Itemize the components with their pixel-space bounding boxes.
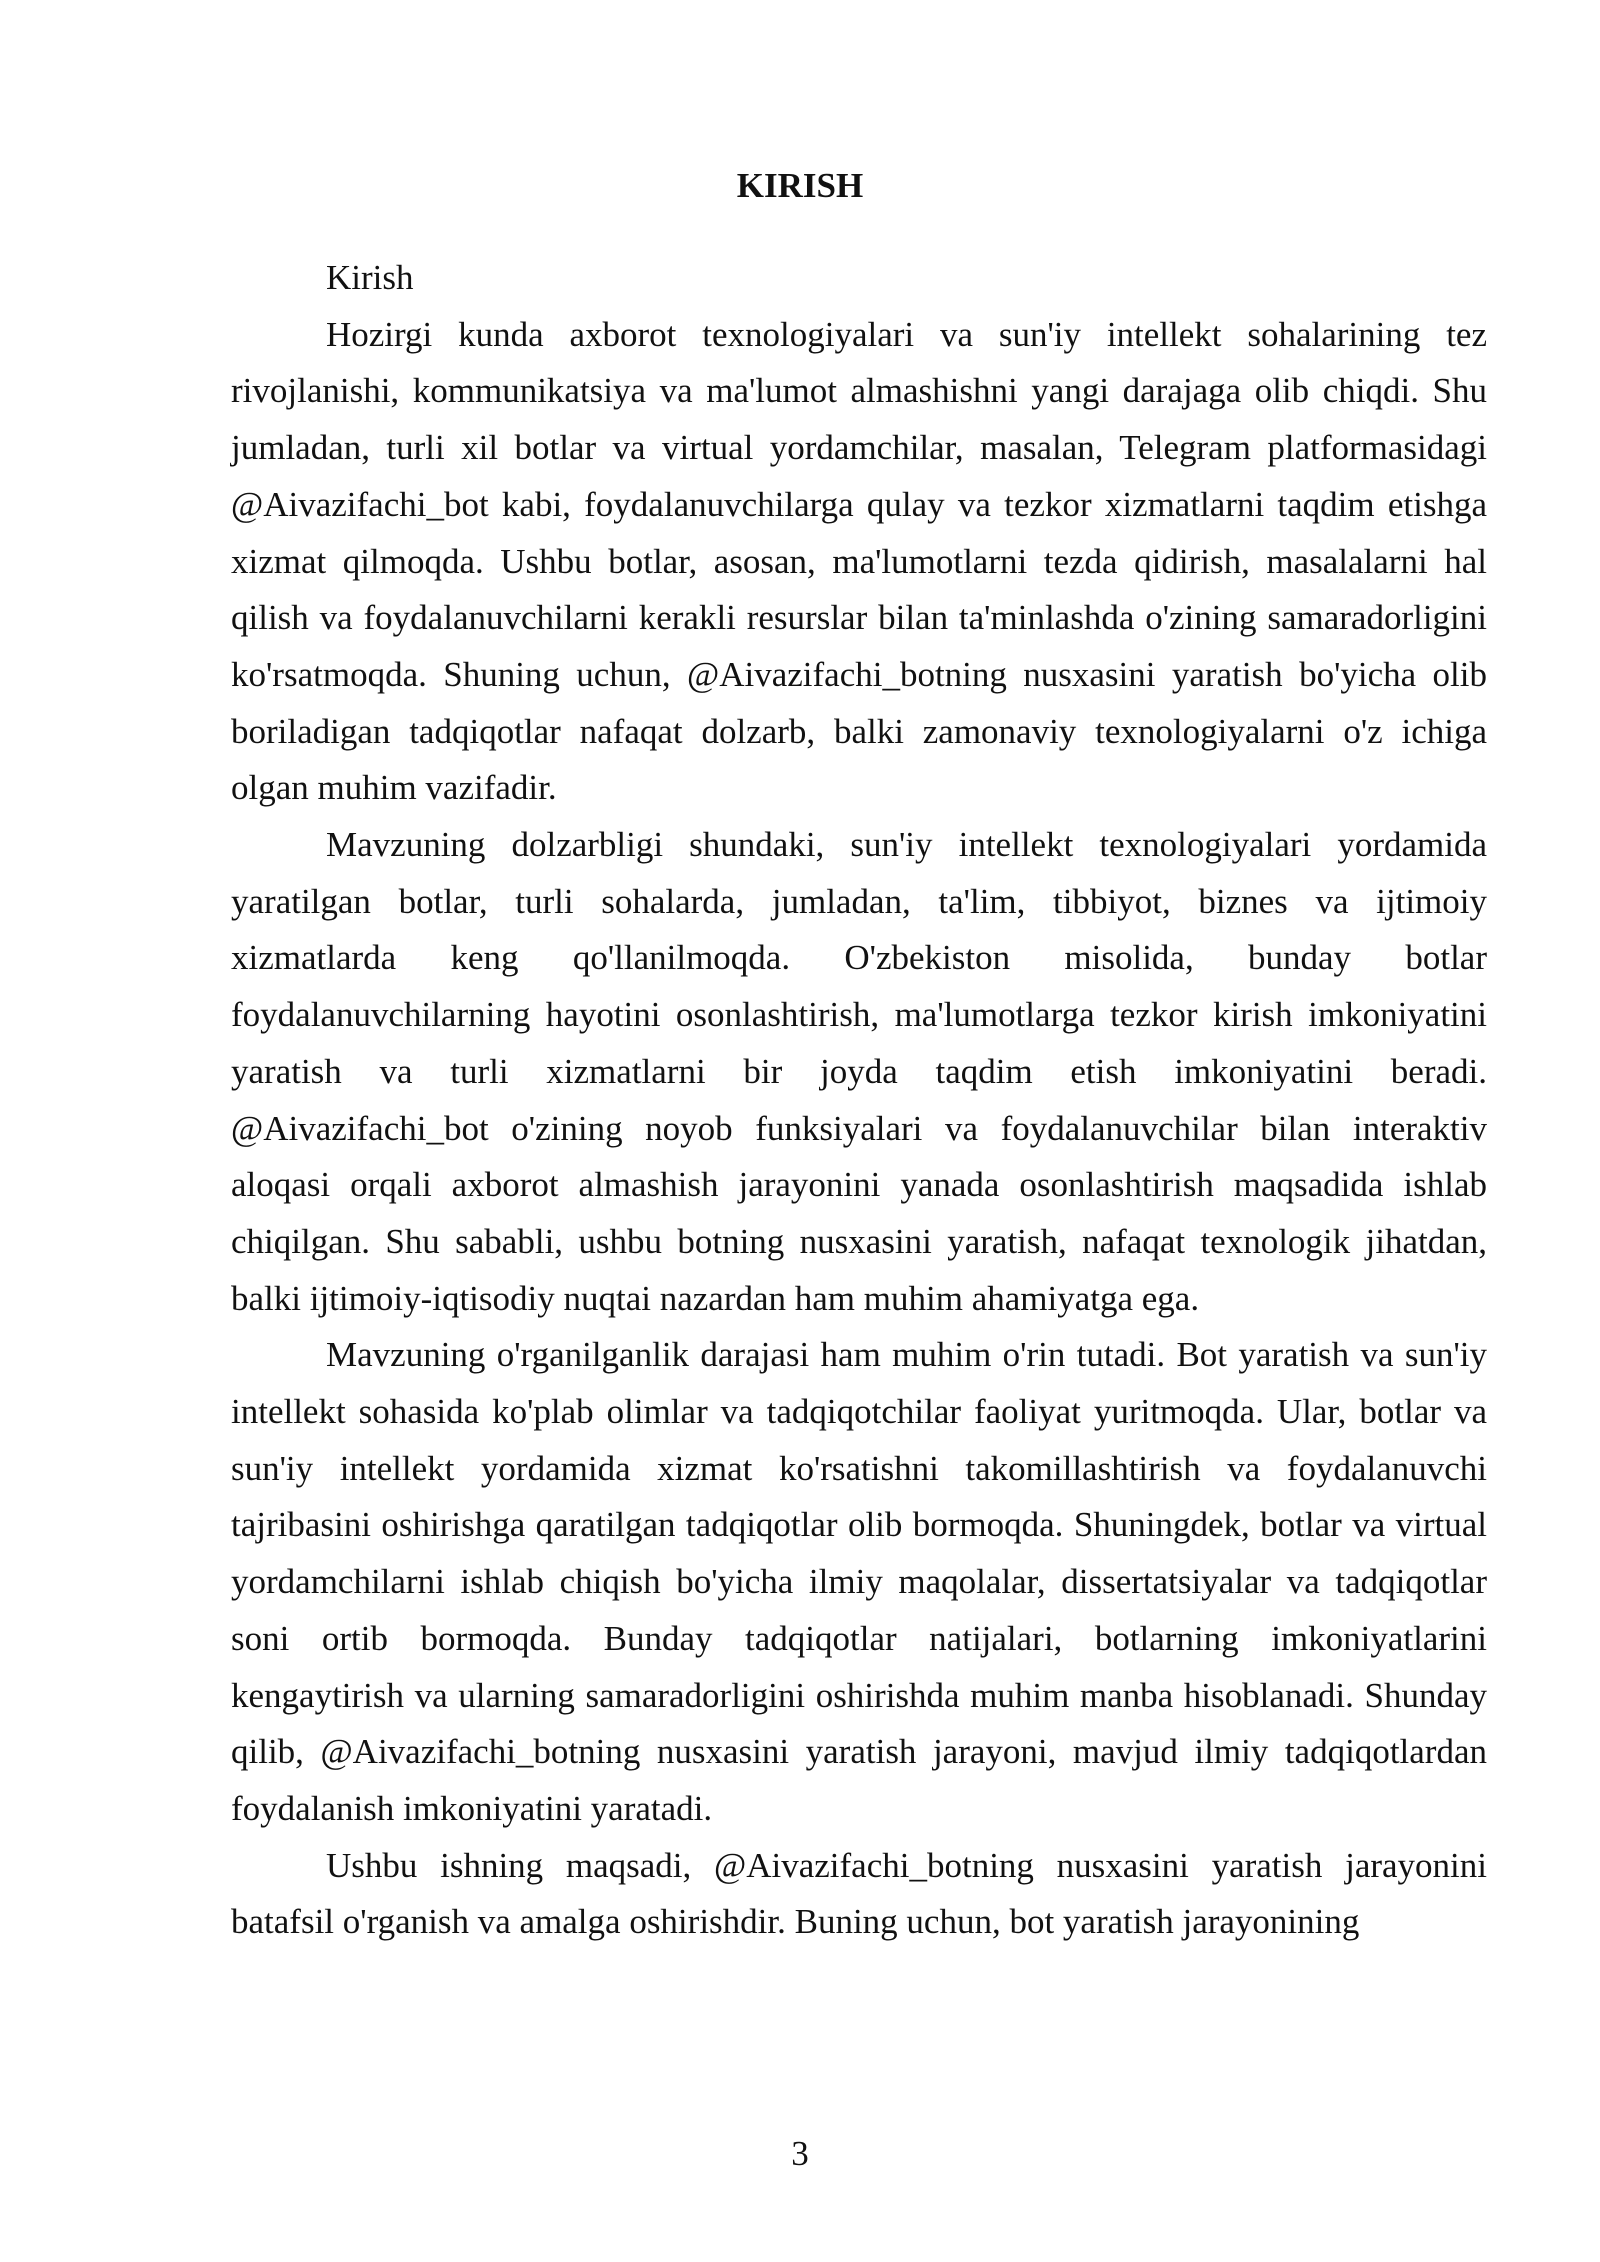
paragraph-research-level: Mavzuning o'rganilganlik darajasi ham muhim o'rin tutadi. Bot yaratish va sun'iy intellekt sohasida ko'plab olimlar va tadqiqotchilar faoliyat yuritmoqda. Ular, botlar va sun'iy intellekt yordamida xizmat ko'rsatishni takomillashtirish va foydalanuvchi tajribasini oshirishga qaratilgan tadqiqotlar olib bormoqda. Shuningdek, botlar va virtual yordamchilarni ishlab chiqish bo'yicha ilmiy maqolalar, dissertatsiyalar va tadqiqotlar soni ortib bormoqda. Bunday tadqiqotlar natijalari, botlarning imkoniyatlarini kengaytirish va ularning samaradorligini oshirishda muhim manba hisoblanadi. Shunday qilib, @Aivazifachi_botning nusxasini yaratish jarayoni, mavjud ilmiy tadqiqotlardan foydalanish imkoniyatini yaratadi. [231,1335,1487,1828]
paragraph-intro: Hozirgi kunda axborot texnologiyalari va sun'iy intellekt sohalarining tez rivojlanishi, kommunikatsiya va ma'lumot almashishni yangi darajaga olib chiqdi. Shu jumladan, turli xil botlar va virtual yordamchilar, masalan, Telegram platformasidagi @Aivazifachi_bot kabi, foydalanuvchilarga qulay va tezkor xizmatlarni taqdim etishga xizmat qilmoqda. Ushbu botlar, asosan, ma'lumotlarni tezda qidirish, masalalarni hal qilish va foydalanuvchilarni kerakli resurslar bilan ta'minlashda o'zining samaradorligini ko'rsatmoqda. Shuning uchun, @Aivazifachi_botning nusxasini yaratish bo'yicha olib boriladigan tadqiqotlar nafaqat dolzarb, balki zamonaviy texnologiyalarni o'z ichiga olgan muhim vazifadir. [231,314,1487,808]
document-body [231,250,1487,1951]
page-number: 3 [791,2134,809,2173]
section-subheading: Kirish [326,258,414,297]
paragraph-relevance: Mavzuning dolzarbligi shundaki, sun'iy intellekt texnologiyalari yordamida yaratilgan botlar, turli sohalarda, jumladan, ta'lim, tibbiyot, biznes va ijtimoiy xizmatlarda keng qo'llanilmoqda. O'zbekiston misolida, bunday botlar foydalanuvchilarning hayotini osonlashtirish, ma'lumotlarga tezkor kirish imkoniyatini yaratish va turli xizmatlarni bir joyda taqdim etish imkoniyatini beradi. @Aivazifachi_bot o'zining noyob funksiyalari va foydalanuvchilar bilan interaktiv aloqasi orqali axborot almashish jarayonini yanada osonlashtirish maqsadida ishlab chiqilgan. Shu sababli, ushbu botning nusxasini yaratish, nafaqat texnologik jihatdan, balki ijtimoiy-iqtisodiy nuqtai nazardan ham muhim ahamiyatga ega. [231,825,1487,1318]
page-title: KIRISH [736,166,864,205]
paragraph-goal: Ushbu ishning maqsadi, @Aivazifachi_botning nusxasini yaratish jarayonini batafsil o'rganish va amalga oshirishdir. Buning uchun, bot yaratish jarayonining [231,1845,1487,1942]
